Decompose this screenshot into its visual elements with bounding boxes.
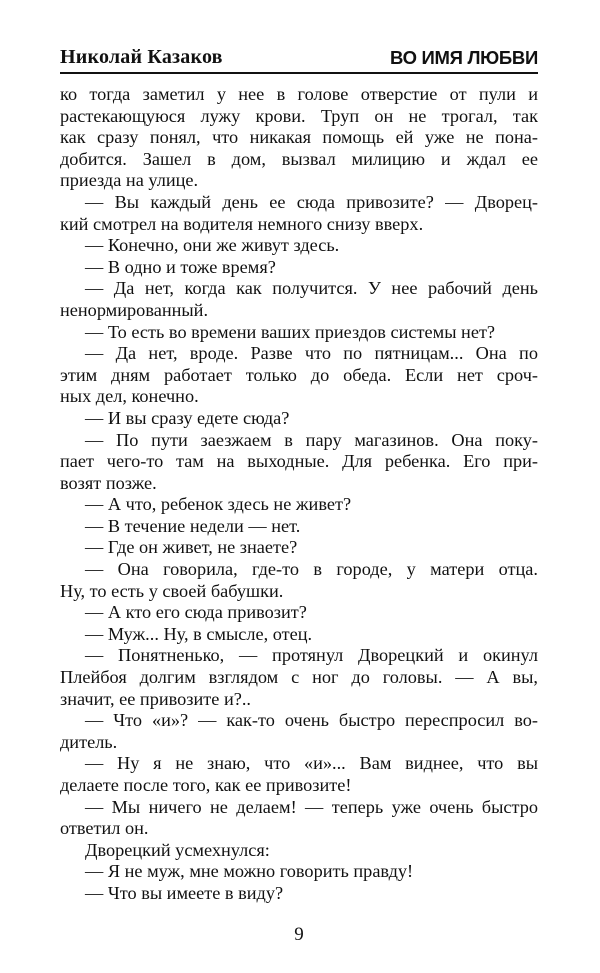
- body-text: [60, 84, 538, 905]
- text-line: Ну, то есть у своей бабушки.: [60, 580, 284, 601]
- text-line: — Где он живет, не знаете?: [85, 537, 298, 558]
- header-book-title: ВО ИМЯ ЛЮБВИ: [390, 47, 538, 68]
- text-line: — Что вы имеете в виду?: [85, 882, 284, 903]
- text-line: — И вы сразу едете сюда?: [85, 407, 290, 428]
- text-line: — Да нет, вроде. Разве что по пятницам... Она по: [85, 343, 538, 364]
- text-line: — В течение недели — нет.: [85, 515, 301, 536]
- text-line: Плейбоя долгим взглядом с ног до головы. — А вы,: [60, 667, 538, 688]
- text-line: — Конечно, они же живут здесь.: [85, 235, 340, 256]
- text-line: возят позже.: [60, 472, 157, 493]
- text-line: кий смотрел на водителя немного снизу вверх.: [60, 213, 424, 234]
- text-line: — То есть во времени ваших приездов системы нет?: [85, 321, 496, 342]
- running-header: [60, 46, 538, 74]
- text-line: дитель.: [60, 731, 118, 752]
- text-line: ко тогда заметил у нее в голове отверстие от пули и: [60, 84, 538, 104]
- text-line: как сразу понял, что никакая помощь ей уже не пона-: [60, 127, 538, 148]
- header-author: Николай Казаков: [60, 46, 223, 68]
- text-line: — Муж... Ну, в смысле, отец.: [85, 623, 313, 644]
- text-line: приезда на улице.: [60, 170, 199, 191]
- text-line: — Я не муж, мне можно говорить правду!: [85, 861, 414, 882]
- text-line: — Понятненько, — протянул Дворецкий и окинул: [85, 645, 538, 666]
- text-line: — В одно и тоже время?: [85, 256, 276, 277]
- text-line: делаете после того, как ее привозите!: [60, 775, 352, 795]
- text-line: пает чего-то там на выходные. Для ребенка. Его при-: [60, 451, 538, 472]
- text-line: — Вы каждый день ее сюда привозите? — Дворец-: [85, 191, 538, 212]
- text-line: добится. Зашел в дом, вызвал милицию и ждал ее: [60, 148, 538, 169]
- text-line: ных дел, конечно.: [60, 386, 199, 407]
- text-line: — А кто его сюда привозит?: [85, 602, 307, 623]
- text-line: ответил он.: [60, 818, 149, 839]
- text-line: — Что «и»? — как-то очень быстро переспросил во-: [85, 710, 538, 731]
- text-line: — Мы ничего не делаем! — теперь уже очень быстро: [85, 796, 538, 817]
- text-line: растекающуюся лужу крови. Труп он не трогал, так: [60, 105, 538, 126]
- text-line: — Да нет, когда как получится. У нее рабочий день: [85, 278, 538, 299]
- page-number: 9: [294, 924, 304, 945]
- text-line: ненормированный.: [60, 299, 209, 320]
- text-line: — Она говорила, где-то в городе, у матери отца.: [85, 559, 538, 580]
- text-line: значит, ее привозите и?..: [60, 688, 251, 709]
- text-line: Дворецкий усмехнулся:: [85, 839, 270, 860]
- text-line: — Ну я не знаю, что «и»... Вам виднее, что вы: [85, 753, 538, 774]
- text-line: этим дням работает только до обеда. Если нет сроч-: [60, 364, 538, 385]
- text-line: — А что, ребенок здесь не живет?: [85, 494, 352, 515]
- text-line: — По пути заезжаем в пару магазинов. Она поку-: [85, 429, 538, 450]
